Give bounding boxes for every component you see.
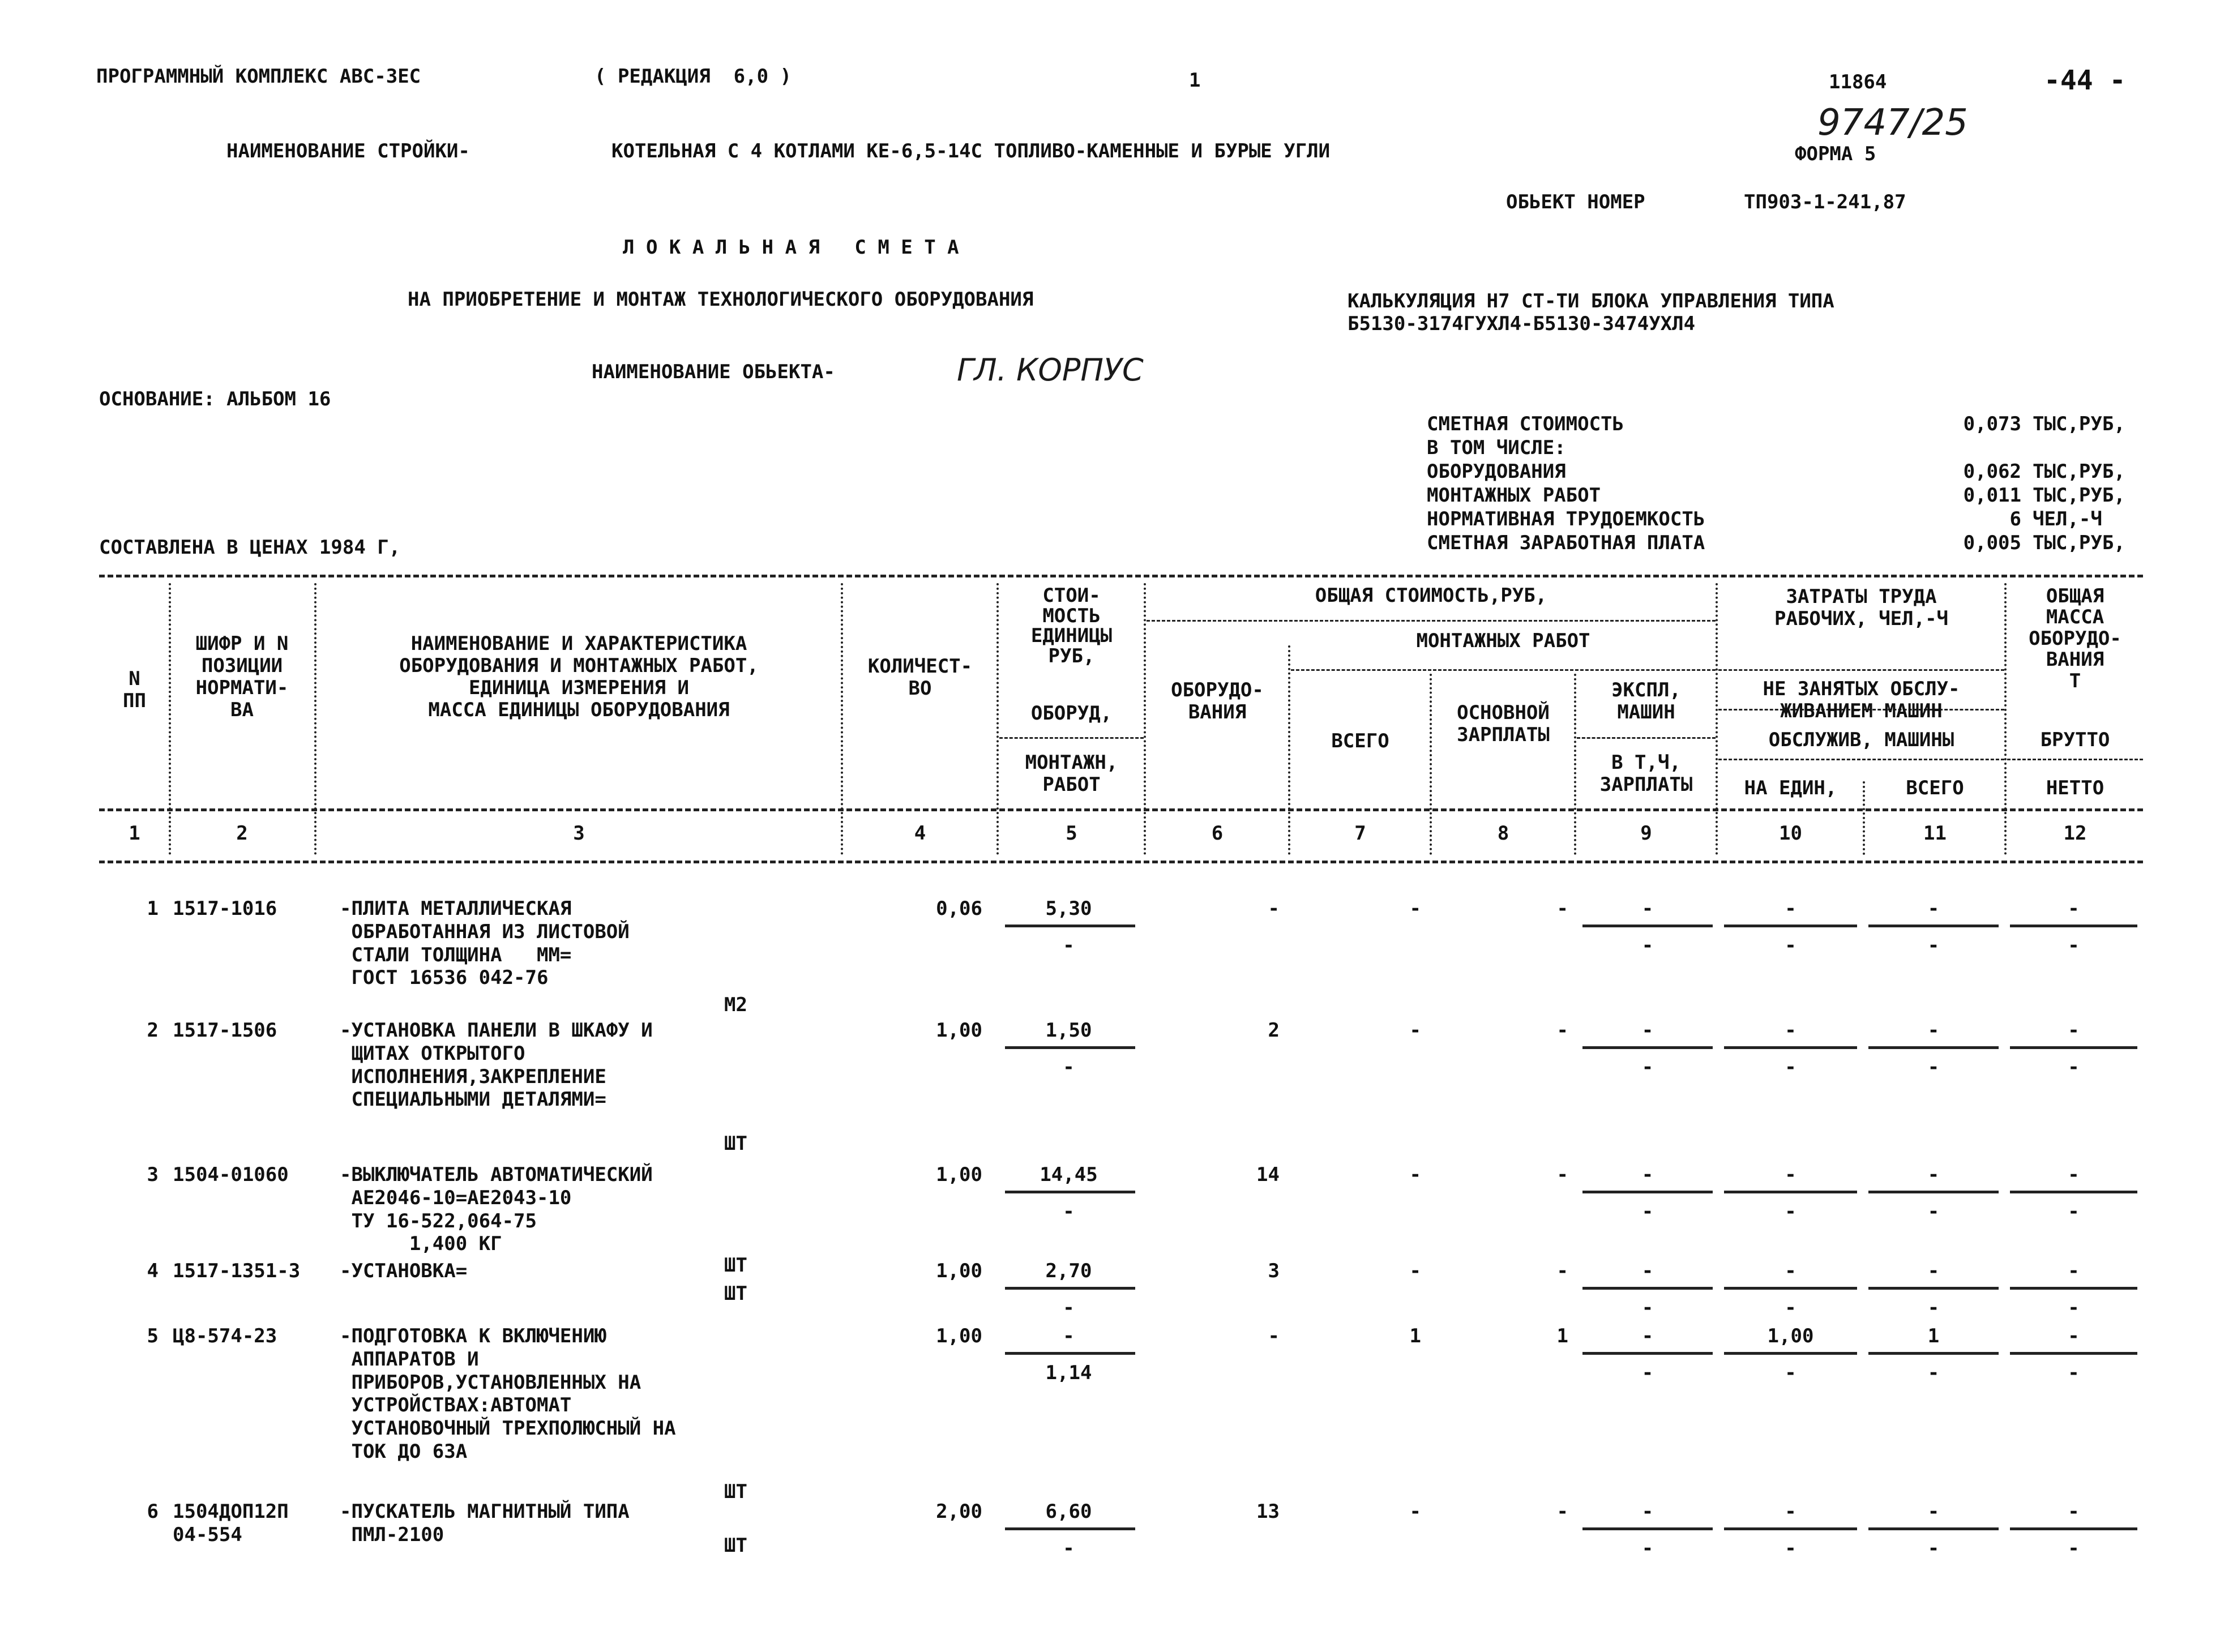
col-header-qty: КОЛИЧЕСТ- ВО xyxy=(867,655,973,700)
row-description: -УСТАНОВКА= xyxy=(340,1260,468,1282)
document-title: Л О К А Л Ь Н А Я С М Е Т А xyxy=(623,236,959,259)
row-unit-price: 1,50 xyxy=(1045,1019,1092,1042)
row-price-divider xyxy=(1005,1046,1135,1049)
col-header-machines: ЭКСПЛ, МАШИН xyxy=(1611,679,1681,724)
row-base-salary: - xyxy=(1556,1500,1568,1523)
row-labor-total-serv: - xyxy=(1927,1056,1940,1078)
summary-row xyxy=(1427,462,2163,486)
summary-value: 0,073 xyxy=(1963,413,2021,435)
row-mass-net: - xyxy=(2068,1200,2080,1223)
summary-value: 0,011 xyxy=(1963,484,2021,507)
summary-unit: ТЫС,РУБ, xyxy=(2033,460,2125,483)
row-equipment-cost: 14 xyxy=(1256,1163,1280,1186)
row-labor-divider xyxy=(1724,1191,1857,1193)
row-code: 1517-1506 xyxy=(173,1019,277,1042)
row-code: 1504ДОП12П 04-554 xyxy=(173,1500,289,1546)
row-machines-salary: - xyxy=(1641,1537,1654,1560)
col-header-unit-cost: СТОИ- МОСТЬ ЕДИНИЦЫ РУБ, xyxy=(1030,584,1113,668)
row-number: 2 xyxy=(147,1019,159,1042)
summary-unit: ТЫС,РУБ, xyxy=(2033,532,2125,554)
row-mass-net: - xyxy=(2068,1056,2080,1078)
row-quantity: 1,00 xyxy=(936,1163,982,1186)
summary-row xyxy=(1427,414,2163,438)
table-header-bottom-rule xyxy=(99,808,2143,811)
col-header-mount-total: ВСЕГО xyxy=(1331,730,1389,752)
col-header-net: НЕТТО xyxy=(2046,777,2104,799)
row-labor-total: - xyxy=(1927,1500,1940,1523)
col-number: 6 xyxy=(1211,822,1224,845)
row-labor-per-unit: - xyxy=(1785,1500,1796,1523)
row-labor-per-unit-serv: - xyxy=(1785,1362,1796,1384)
col-header-mass: ОБЩАЯ МАССА ОБОРУДО- ВАНИЯ Т xyxy=(2029,585,2121,692)
col-number: 4 xyxy=(914,822,926,845)
row-equipment-cost: 13 xyxy=(1256,1500,1280,1523)
row-machines-salary: - xyxy=(1641,1296,1654,1319)
row-code: 1504-01060 xyxy=(173,1163,289,1186)
col-sep xyxy=(1288,645,1290,855)
row-mass-divider xyxy=(2010,1527,2137,1530)
row-machines-divider xyxy=(1582,1287,1713,1290)
row-labor-per-unit-serv: - xyxy=(1785,1537,1796,1560)
row-machines: - xyxy=(1641,1500,1654,1523)
row-mass-net: - xyxy=(2068,934,2080,957)
row-labor-total-divider xyxy=(1868,1046,1999,1049)
row-machines: - xyxy=(1641,1019,1654,1042)
summary-unit: ЧЕЛ,-Ч xyxy=(2033,508,2102,530)
row-equipment-cost: 3 xyxy=(1268,1260,1280,1282)
row-labor-total: - xyxy=(1927,1019,1940,1042)
row-machines-divider xyxy=(1582,1046,1713,1049)
header-inner-rule xyxy=(1291,669,1716,671)
edition: ( РЕДАКЦИЯ 6,0 ) xyxy=(594,65,792,88)
col-number: 9 xyxy=(1640,822,1652,845)
row-machines: - xyxy=(1641,1163,1654,1186)
construction-label: НАИМЕНОВАНИЕ СТРОЙКИ- xyxy=(226,140,470,162)
row-description: -ПЛИТА МЕТАЛЛИЧЕСКАЯ ОБРАБОТАННАЯ ИЗ ЛИСТОВОЙ СТАЛИ ТОЛЩИНА ММ= ГОСТ 16536 042-76 xyxy=(340,897,630,990)
row-labor-total-serv: - xyxy=(1927,1296,1940,1319)
row-labor-total-serv: - xyxy=(1927,1537,1940,1560)
row-machines: - xyxy=(1641,1325,1654,1347)
row-mass-divider xyxy=(2010,1191,2137,1193)
row-machines-divider xyxy=(1582,925,1713,927)
row-mass-net: - xyxy=(2068,1362,2080,1384)
row-mass-divider xyxy=(2010,1046,2137,1049)
row-number: 6 xyxy=(147,1500,159,1523)
summary-value: 6 xyxy=(2009,508,2021,530)
row-labor-divider xyxy=(1724,1527,1857,1530)
row-labor-total-divider xyxy=(1868,1287,1999,1290)
row-description: -ПОДГОТОВКА К ВКЛЮЧЕНИЮ АППАРАТОВ И ПРИБОРОВ,УСТАНОВЛЕННЫХ НА УСТРОЙСТВАХ:АВТОМАТ УСТАНОВОЧНЫЙ ТРЕХПОЛЮСНЫЙ НА ТОК ДО 63А xyxy=(340,1325,676,1463)
summary-row xyxy=(1427,533,2163,557)
summary-unit: ТЫС,РУБ, xyxy=(2033,413,2125,435)
header-inner-rule xyxy=(2007,759,2143,760)
row-labor-total-divider xyxy=(1868,1527,1999,1530)
row-code: 1517-1016 xyxy=(173,897,277,920)
header-inner-rule xyxy=(999,737,1144,739)
col-header-labor: ЗАТРАТЫ ТРУДА РАБОЧИХ, ЧЕЛ,-Ч xyxy=(1774,585,1949,631)
header-inner-rule xyxy=(1147,620,1716,622)
basis: ОСНОВАНИЕ: АЛЬБОМ 16 xyxy=(99,388,331,410)
row-unit-price: 2,70 xyxy=(1045,1260,1092,1282)
col-header-labor-total: ВСЕГО xyxy=(1906,777,1964,799)
row-machines-salary: - xyxy=(1641,1362,1654,1384)
sheet-number: -44 - xyxy=(2044,65,2126,96)
prices-basis: СОСТАВЛЕНА В ЦЕНАХ 1984 Г, xyxy=(99,536,401,559)
row-labor-per-unit-serv: - xyxy=(1785,1200,1796,1223)
col-sep xyxy=(1144,583,1146,855)
summary-label: В ТОМ ЧИСЛЕ: xyxy=(1427,436,1566,459)
form-label: ФОРМА 5 xyxy=(1795,143,1876,165)
row-number: 3 xyxy=(147,1163,159,1186)
col-number: 10 xyxy=(1779,822,1802,845)
header-inner-rule xyxy=(1718,759,2004,760)
summary-value: 0,005 xyxy=(1963,532,2021,554)
handwritten-ref: 9747/25 xyxy=(1817,102,1968,144)
row-mount-total: - xyxy=(1409,1260,1421,1282)
row-description: -УСТАНОВКА ПАНЕЛИ В ШКАФУ И ЩИТАХ ОТКРЫТОГО ИСПОЛНЕНИЯ,ЗАКРЕПЛЕНИЕ СПЕЦИАЛЬНЫМИ ДЕТАЛЯМИ= xyxy=(340,1019,653,1111)
row-price-divider xyxy=(1005,925,1135,927)
row-mass-gross: - xyxy=(2068,1325,2080,1347)
row-labor-divider xyxy=(1724,1287,1857,1290)
object-name-value: ГЛ. КОРПУС xyxy=(957,352,1144,388)
row-quantity: 1,00 xyxy=(936,1325,982,1347)
row-mass-net: - xyxy=(2068,1537,2080,1560)
col-number: 7 xyxy=(1354,822,1366,845)
row-labor-total: - xyxy=(1927,1163,1940,1186)
summary-block xyxy=(1427,414,2163,557)
summary-label: МОНТАЖНЫХ РАБОТ xyxy=(1427,484,1601,507)
row-base-salary: - xyxy=(1556,1163,1568,1186)
col-header-unit-mount: МОНТАЖН, РАБОТ xyxy=(1025,751,1118,797)
summary-label: ОБОРУДОВАНИЯ xyxy=(1427,460,1566,483)
row-machines-divider xyxy=(1582,1191,1713,1193)
row-base-salary: - xyxy=(1556,1019,1568,1042)
col-sep xyxy=(1430,674,1432,855)
row-unit-mount-price: - xyxy=(1063,1296,1075,1319)
row-labor-divider xyxy=(1724,1352,1857,1355)
col-number: 1 xyxy=(129,822,140,845)
row-labor-per-unit: - xyxy=(1785,1019,1796,1042)
table-top-rule xyxy=(99,575,2143,577)
object-number-value: ТП903-1-241,87 xyxy=(1744,191,1906,213)
col-sep xyxy=(2004,583,2007,855)
col-number: 5 xyxy=(1066,822,1077,845)
row-number: 4 xyxy=(147,1260,159,1282)
row-quantity: 1,00 xyxy=(936,1019,982,1042)
row-machines-salary: - xyxy=(1641,1200,1654,1223)
calculation-line-1: КАЛЬКУЛЯЦИЯ Н7 СТ-ТИ БЛОКА УПРАВЛЕНИЯ ТИПА xyxy=(1348,290,1834,313)
calculation-line-2: Б5130-3174ГУХЛ4-Б5130-3474УХЛ4 xyxy=(1348,313,1696,335)
col-sep xyxy=(996,583,999,855)
row-unit: ШТ xyxy=(724,1480,747,1503)
row-labor-per-unit: 1,00 xyxy=(1767,1325,1814,1347)
row-quantity: 1,00 xyxy=(936,1260,982,1282)
program-name: ПРОГРАММНЫЙ КОМПЛЕКС АВС-3ЕС xyxy=(96,65,421,88)
row-price-divider xyxy=(1005,1527,1135,1530)
row-unit: ШТ xyxy=(724,1254,747,1277)
col-header-gross: БРУТТО xyxy=(2040,729,2110,751)
row-mass-gross: - xyxy=(2068,897,2080,920)
row-mass-gross: - xyxy=(2068,1019,2080,1042)
row-equipment-cost: - xyxy=(1268,1325,1280,1347)
col-header-name: НАИМЕНОВАНИЕ И ХАРАКТЕРИСТИКА ОБОРУДОВАНИЯ И МОНТАЖНЫХ РАБОТ, ЕДИНИЦА ИЗМЕРЕНИЯ И МАССА ЕДИНИЦЫ ОБОРУДОВАНИЯ xyxy=(399,632,759,722)
row-labor-per-unit: - xyxy=(1785,1163,1796,1186)
col-number: 11 xyxy=(1923,822,1947,845)
col-header-labor-sub: НЕ ЗАНЯТЫХ ОБСЛУ- ЖИВАНИЕМ МАШИН xyxy=(1763,678,1960,723)
row-price-divider xyxy=(1005,1287,1135,1290)
column-number-rule xyxy=(99,861,2143,863)
row-labor-total-serv: - xyxy=(1927,1362,1940,1384)
row-machines-divider xyxy=(1582,1352,1713,1355)
col-header-labor-serv: ОБСЛУЖИВ, МАШИНЫ xyxy=(1768,729,1954,751)
row-price-divider xyxy=(1005,1352,1135,1355)
object-name-label: НАИМЕНОВАНИЕ ОБЬЕКТА- xyxy=(592,361,835,383)
row-unit-mount-price: - xyxy=(1063,1200,1075,1223)
summary-row xyxy=(1427,486,2163,510)
row-unit: М2 xyxy=(724,994,747,1016)
row-labor-per-unit-serv: - xyxy=(1785,934,1796,957)
col-header-mount-works: МОНТАЖНЫХ РАБОТ xyxy=(1416,630,1590,652)
row-labor-total-divider xyxy=(1868,1191,1999,1193)
construction-value: КОТЕЛЬНАЯ С 4 КОТЛАМИ КЕ-6,5-14С ТОПЛИВО-КАМЕННЫЕ И БУРЫЕ УГЛИ xyxy=(611,140,1331,162)
col-sep xyxy=(314,583,316,855)
row-equipment-cost: - xyxy=(1268,897,1280,920)
row-labor-total-serv: - xyxy=(1927,934,1940,957)
row-unit-price: 5,30 xyxy=(1045,897,1092,920)
summary-row xyxy=(1427,438,2163,462)
header-inner-rule xyxy=(1577,737,1716,739)
col-header-per-unit: НА ЕДИН, xyxy=(1744,777,1837,799)
row-code: 1517-1351-3 xyxy=(173,1260,301,1282)
col-header-code: ШИФР И N ПОЗИЦИИ НОРМАТИ- ВА xyxy=(195,632,289,722)
summary-label: НОРМАТИВНАЯ ТРУДОЕМКОСТЬ xyxy=(1427,508,1705,530)
document-subtitle: НА ПРИОБРЕТЕНИЕ И МОНТАЖ ТЕХНОЛОГИЧЕСКОГО ОБОРУДОВАНИЯ xyxy=(408,288,1034,311)
col-header-equipment: ОБОРУДО- ВАНИЯ xyxy=(1171,679,1264,724)
summary-row xyxy=(1427,510,2163,533)
col-number: 2 xyxy=(236,822,248,845)
row-unit: ШТ xyxy=(724,1534,747,1557)
row-price-divider xyxy=(1005,1191,1135,1193)
row-mass-divider xyxy=(2010,1352,2137,1355)
col-number: 8 xyxy=(1497,822,1509,845)
col-sep xyxy=(841,583,843,855)
col-header-base-salary: ОСНОВНОЙ ЗАРПЛАТЫ xyxy=(1457,701,1550,747)
row-unit-mount-price: 1,14 xyxy=(1045,1362,1092,1384)
row-unit: ШТ xyxy=(724,1132,747,1155)
row-machines: - xyxy=(1641,897,1654,920)
doc-code: 11864 xyxy=(1829,71,1887,93)
col-header-unit-equip: ОБОРУД, xyxy=(1030,702,1113,725)
summary-label: СМЕТНАЯ СТОИМОСТЬ xyxy=(1427,413,1624,435)
row-labor-total-serv: - xyxy=(1927,1200,1940,1223)
row-mass-gross: - xyxy=(2068,1500,2080,1523)
row-mount-total: - xyxy=(1409,1500,1421,1523)
header-inner-rule xyxy=(1718,669,2004,671)
row-labor-per-unit-serv: - xyxy=(1785,1056,1796,1078)
col-sep xyxy=(1863,781,1865,855)
row-labor-per-unit: - xyxy=(1785,1260,1796,1282)
col-header-total-cost: ОБЩАЯ СТОИМОСТЬ,РУБ, xyxy=(1315,584,1547,607)
row-description: -ПУСКАТЕЛЬ МАГНИТНЫЙ ТИПА ПМЛ-2100 xyxy=(340,1500,630,1546)
col-sep xyxy=(1716,583,1718,855)
row-quantity: 2,00 xyxy=(936,1500,982,1523)
summary-unit: ТЫС,РУБ, xyxy=(2033,484,2125,507)
page-number: 1 xyxy=(1189,69,1201,92)
row-mass-net: - xyxy=(2068,1296,2080,1319)
row-mass-gross: - xyxy=(2068,1260,2080,1282)
row-base-salary: - xyxy=(1556,1260,1568,1282)
row-unit-mount-price: - xyxy=(1063,1537,1075,1560)
row-unit: ШТ xyxy=(724,1282,747,1305)
row-description: -ВЫКЛЮЧАТЕЛЬ АВТОМАТИЧЕСКИЙ АЕ2046-10=АЕ2043-10 ТУ 16-522,064-75 1,400 КГ xyxy=(340,1163,653,1256)
row-mount-total: 1 xyxy=(1409,1325,1421,1347)
row-machines: - xyxy=(1641,1260,1654,1282)
row-mount-total: - xyxy=(1409,1019,1421,1042)
row-labor-divider xyxy=(1724,1046,1857,1049)
object-number-label: ОБЬЕКТ НОМЕР xyxy=(1506,191,1645,213)
row-unit-price: 6,60 xyxy=(1045,1500,1092,1523)
row-code: Ц8-574-23 xyxy=(173,1325,277,1347)
col-header-machines-salary: В Т,Ч, ЗАРПЛАТЫ xyxy=(1599,751,1693,797)
row-mass-gross: - xyxy=(2068,1163,2080,1186)
col-number: 12 xyxy=(2063,822,2087,845)
row-mass-divider xyxy=(2010,1287,2137,1290)
row-machines-salary: - xyxy=(1641,1056,1654,1078)
row-mass-divider xyxy=(2010,925,2137,927)
row-equipment-cost: 2 xyxy=(1268,1019,1280,1042)
row-base-salary: 1 xyxy=(1556,1325,1568,1347)
row-unit-mount-price: - xyxy=(1063,934,1075,957)
col-header-n: N ПП xyxy=(123,667,146,713)
row-labor-total-divider xyxy=(1868,1352,1999,1355)
row-labor-total: - xyxy=(1927,1260,1940,1282)
summary-value: 0,062 xyxy=(1963,460,2021,483)
row-base-salary: - xyxy=(1556,897,1568,920)
row-machines-divider xyxy=(1582,1527,1713,1530)
row-mount-total: - xyxy=(1409,897,1421,920)
row-labor-total: 1 xyxy=(1927,1325,1940,1347)
row-unit-price: 14,45 xyxy=(1040,1163,1098,1186)
row-labor-total: - xyxy=(1927,897,1940,920)
row-number: 5 xyxy=(147,1325,159,1347)
row-labor-total-divider xyxy=(1868,925,1999,927)
row-unit-mount-price: - xyxy=(1063,1056,1075,1078)
col-sep xyxy=(1574,674,1576,855)
row-labor-divider xyxy=(1724,925,1857,927)
col-number: 3 xyxy=(573,822,585,845)
row-number: 1 xyxy=(147,897,159,920)
row-unit-price: - xyxy=(1063,1325,1075,1347)
row-labor-per-unit: - xyxy=(1785,897,1796,920)
row-machines-salary: - xyxy=(1641,934,1654,957)
row-mount-total: - xyxy=(1409,1163,1421,1186)
row-quantity: 0,06 xyxy=(936,897,982,920)
summary-label: СМЕТНАЯ ЗАРАБОТНАЯ ПЛАТА xyxy=(1427,532,1705,554)
row-labor-per-unit-serv: - xyxy=(1785,1296,1796,1319)
